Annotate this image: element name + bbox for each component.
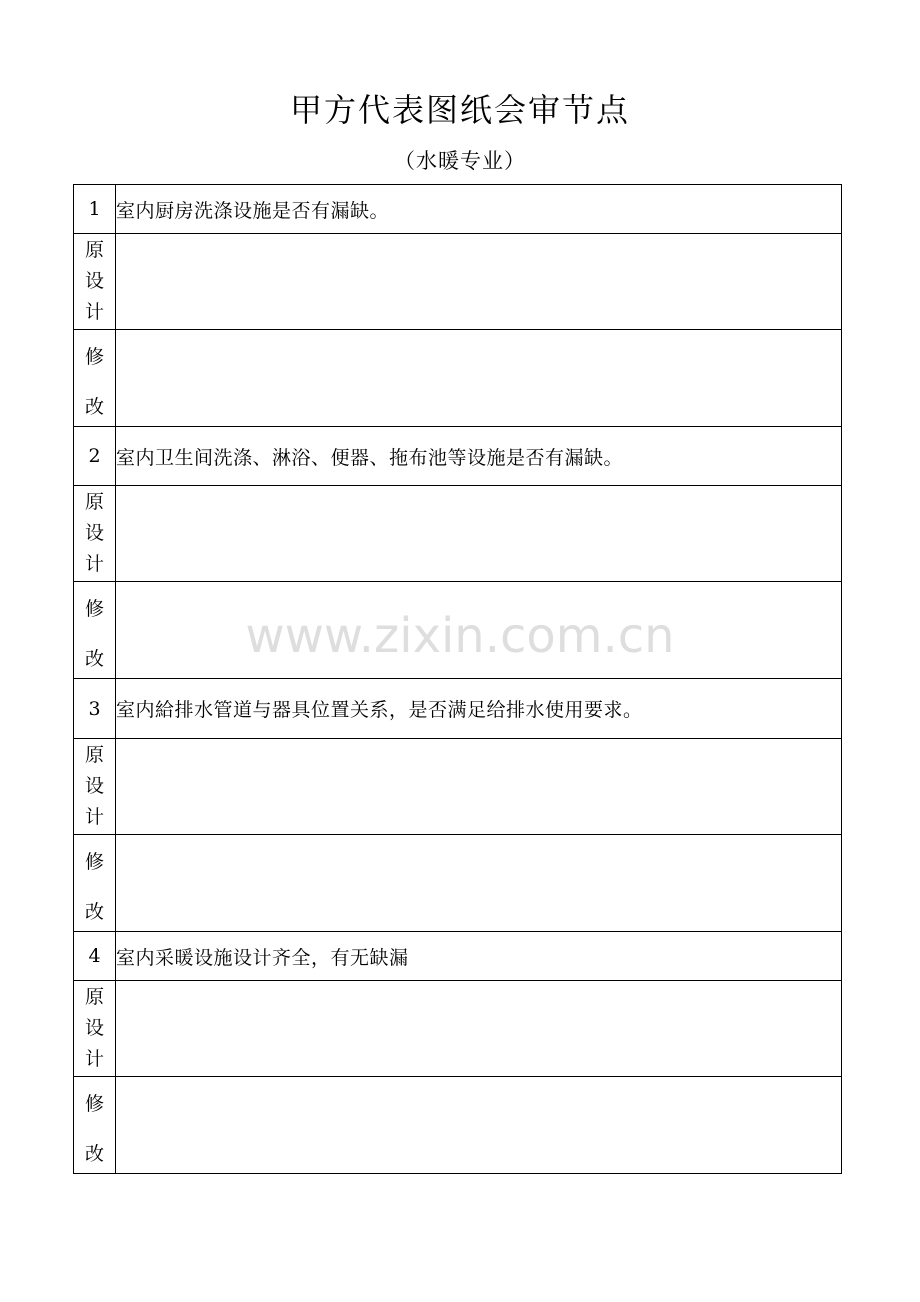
item-number: 4 xyxy=(74,932,116,981)
modification-row xyxy=(74,582,842,679)
page-title: 甲方代表图纸会审节点 xyxy=(289,91,630,129)
item-question: 室内厨房洗涤设施是否有漏缺。 xyxy=(116,185,842,234)
original-design-label: 原 设 计 xyxy=(74,486,116,582)
item-number: 1 xyxy=(74,185,116,234)
modification-row xyxy=(74,330,842,427)
review-table xyxy=(73,184,842,1174)
original-design-row xyxy=(74,234,842,330)
original-design-cell[interactable] xyxy=(116,739,842,835)
modification-label: 修 改 xyxy=(74,835,116,932)
watermark: www.zixin.com.cn xyxy=(245,608,675,664)
modification-label: 修 改 xyxy=(74,1077,116,1174)
item-question: 室内采暖设施设计齐全，有无缺漏 xyxy=(116,932,842,981)
modification-cell[interactable] xyxy=(116,835,842,932)
question-row xyxy=(74,679,842,739)
original-design-row xyxy=(74,981,842,1077)
original-design-label: 原 设 计 xyxy=(74,234,116,330)
item-number: 3 xyxy=(74,679,116,739)
question-row xyxy=(74,427,842,486)
modification-label: 修 改 xyxy=(74,330,116,427)
original-design-row xyxy=(74,486,842,582)
modification-row xyxy=(74,835,842,932)
modification-row xyxy=(74,1077,842,1174)
item-question: 室内卫生间洗涤、淋浴、便器、拖布池等设施是否有漏缺。 xyxy=(116,427,842,486)
question-row xyxy=(74,932,842,981)
page-subtitle: （水暖专业） xyxy=(394,149,526,173)
original-design-cell[interactable] xyxy=(116,486,842,582)
original-design-cell[interactable] xyxy=(116,234,842,330)
question-row xyxy=(74,185,842,234)
item-number: 2 xyxy=(74,427,116,486)
modification-cell[interactable] xyxy=(116,330,842,427)
modification-cell[interactable] xyxy=(116,582,842,679)
original-design-row xyxy=(74,739,842,835)
original-design-cell[interactable] xyxy=(116,981,842,1077)
item-question: 室内給排水管道与器具位置关系，是否满足给排水使用要求。 xyxy=(116,679,842,739)
modification-label: 修 改 xyxy=(74,582,116,679)
modification-cell[interactable] xyxy=(116,1077,842,1174)
original-design-label: 原 设 计 xyxy=(74,981,116,1077)
original-design-label: 原 设 计 xyxy=(74,739,116,835)
